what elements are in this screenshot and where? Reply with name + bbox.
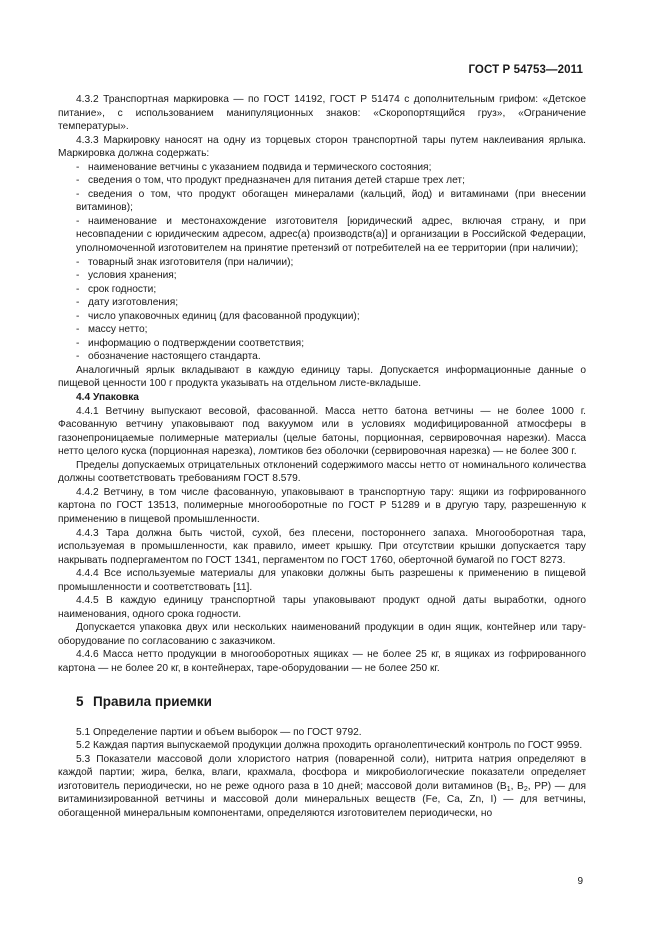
list-item (58, 256, 586, 270)
list-item-text: число упаковочных единиц (для фасованной продукции); (88, 310, 360, 322)
subscript: 1 (506, 785, 511, 793)
paragraph: Допускается упаковка двух или нескольких наименований продукции в один ящик, контейнер или тару-оборудование по согласованию с заказчиком. (58, 622, 586, 647)
list-item (58, 269, 586, 283)
paragraph: 5.1 Определение партии и объем выборок — по ГОСТ 9792. (76, 726, 362, 738)
list-item-text: сведения о том, что продукт обогащен минералами (кальций, йод) и витаминами (при внесении витаминов); (76, 188, 586, 214)
list-bullet: - (76, 161, 80, 173)
list-bullet: - (76, 310, 80, 322)
list-item (58, 310, 586, 324)
paragraph: 4.4.4 Все используемые материалы для упаковки должны быть разрешены к применению в пищевой промышленности и соответствовать [11]. (58, 568, 586, 593)
paragraph (58, 753, 586, 821)
list-item (58, 296, 586, 310)
list-item (58, 323, 586, 337)
list-bullet: - (76, 324, 80, 336)
list-bullet: - (76, 270, 80, 282)
document-header: ГОСТ Р 54753—2011 (468, 64, 583, 76)
subscript: 2 (523, 785, 528, 793)
subsection-heading: 4.4 Упаковка (76, 392, 139, 404)
paragraph: Аналогичный ярлык вкладывают в каждую единицу тары. Допускается информационные данные о пищевой ценности 100 г продукта указывать на отдельном листе-вкладыше. (58, 364, 586, 390)
paragraph: 4.3.2 Транспортная маркировка — по ГОСТ 14192, ГОСТ Р 51474 с дополнительным грифом: «Детское питание», с использованием манипуляционных знаков: «Скоропортящийся груз», «Ограничение температуры». (58, 94, 586, 133)
list-item-text: наименование и местонахождение изготовителя [юридический адрес, включая страну, и при несовпадении с юридическим адресом, адрес(а) производств(а)] и организации в Российской Федерации, уполномоченной изготовителем на принятие претензий от потребителей на ее территории (при наличии); (76, 215, 586, 255)
section-number: 5 (76, 693, 84, 709)
paragraph-text: , РР) — для витаминизированной ветчины и массовой доли минеральных веществ (Fe, Ca, Zn, I) — для ветчины, обогащенной минеральным компонентами, определяются изготовителем периодически, но (58, 780, 586, 819)
list-item-text: обозначение настоящего стандарта. (88, 351, 261, 363)
list-item-text: срок годности; (88, 283, 157, 295)
list-bullet: - (76, 175, 80, 187)
section-heading (58, 694, 586, 710)
list-bullet: - (76, 188, 80, 200)
paragraph: 4.4.6 Масса нетто продукции в многооборотных ящиках — не более 25 кг, в ящиках из гофрированного картона — не более 20 кг, в контейнерах, таре-оборудовании — не более 250 кг. (58, 649, 586, 674)
list-item-text: товарный знак изготовителя (при наличии); (88, 256, 294, 268)
paragraph: Пределы допускаемых отрицательных отклонений содержимого массы нетто от номинального количества должны соответствовать требованиям ГОСТ 8.579. (58, 459, 586, 485)
page-number: 9 (577, 876, 583, 887)
list-item (58, 350, 586, 364)
paragraph: 4.3.3 Маркировку наносят на одну из торцевых сторон транспортной тары путем наклеивания ярлыка. Маркировка должна содержать: (58, 134, 586, 160)
list-bullet: - (76, 215, 80, 227)
list-item-text: условия хранения; (88, 270, 177, 282)
document-body (58, 93, 586, 820)
list-bullet: - (76, 337, 80, 349)
paragraph: 5.2 Каждая партия выпускаемой продукции должна проходить органолептический контроль по ГОСТ 9959. (76, 740, 583, 752)
list-item (58, 161, 586, 175)
paragraph: 4.4.2 Ветчину, в том числе фасованную, упаковывают в транспортную тару: ящики из гофрированного картона по ГОСТ 13513, полимерные многооборотные по ГОСТ Р 51289 и в другую тару, разрешенную к применению в пищевой промышленности. (58, 486, 586, 525)
list-item (58, 283, 586, 297)
paragraph-text: , В (510, 780, 524, 792)
list-item-text: сведения о том, что продукт предназначен для питания детей старше трех лет; (88, 175, 465, 187)
section-title: Правила приемки (93, 693, 212, 709)
list-bullet: - (76, 297, 80, 309)
paragraph-text: 5.3 Показатели массовой доли хлористого натрия (поваренной соли), нитрита натрия определяют в каждой партии; жира, белка, влаги, крахмала, фосфора и микробиологические показатели определяет изготовитель периодически, но не реже одного раза в 10 дней; массовой доли витаминов (В (58, 753, 586, 792)
list-item-text: наименование ветчины с указанием подвида и термического состояния; (88, 161, 432, 173)
list-bullet: - (76, 283, 80, 295)
list-bullet: - (76, 256, 80, 268)
list-item (58, 215, 586, 256)
list-item-text: информацию о подтверждении соответствия; (88, 337, 305, 349)
list-bullet: - (76, 351, 80, 363)
paragraph: 4.4.3 Тара должна быть чистой, сухой, без плесени, постороннего запаха. Многооборотная тара, используемая в промышленности, как правило, имеет крышку. При отсутствии крышки допускается тару накрывать подпергаментом по ГОСТ 1341, пергаментом по ГОСТ 1760, оберточной бумагой по ГОСТ 8273. (58, 527, 586, 566)
list-item (58, 337, 586, 351)
paragraph: 4.4.1 Ветчину выпускают весовой, фасованной. Масса нетто батона ветчины — не более 1000 г. Фасованную ветчину упаковывают под вакуумом или в условиях модифицированной атмосферы в газонепроницаемые полимерные материалы (целые батоны, порционная, сервировочная нарезки). Масса нетто целого куска (порционная нарезка), ломтиков без оболочки (сервировочная нарезка) — не более 300 г. (58, 405, 586, 458)
list-item (58, 174, 586, 188)
list-item (58, 188, 586, 215)
list-item-text: массу нетто; (88, 324, 148, 336)
list-item-text: дату изготовления; (88, 297, 179, 309)
paragraph: 4.4.5 В каждую единицу транспортной тары упаковывают продукт одной даты выработки, одного наименования, одного срока годности. (58, 595, 586, 620)
